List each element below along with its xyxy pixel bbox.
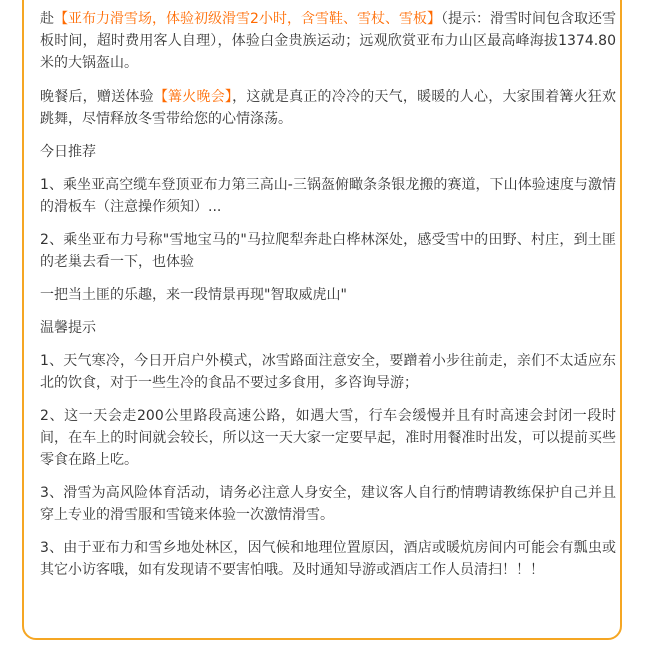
ski-highlight: 【亚布力滑雪场，体验初级滑雪2小时，含雪鞋、雪杖、雪板】	[54, 11, 441, 27]
bonfire-suffix: ，这就是真正的冷冷的天气，暖暖的人心，大家围着篝火狂欢跳舞，尽情释放冬雪带给您的心情涤荡。	[40, 89, 617, 127]
recommend-item: 2、乘坐亚布力号称"雪地宝马的"马拉爬犁奔赴白桦林深处，感受雪中的田野、村庄，到土匪的老巢去看一下，也体验	[40, 232, 616, 270]
bonfire-prefix: 晚餐后，赠送体验	[40, 89, 154, 105]
bonfire-paragraph	[40, 86, 616, 130]
recommend-item: 一把当土匪的乐趣，来一段情景再现"智取威虎山"	[40, 287, 347, 303]
tip-item: 3、滑雪为高风险体育活动，请务必注意人身安全，建议客人自行酌情聘请教练保护自己并且穿上专业的滑雪服和雪镜来体验一次激情滑雪。	[40, 485, 616, 523]
itinerary-content	[40, 8, 616, 592]
bonfire-highlight: 【篝火晚会】	[153, 89, 233, 105]
tip-item: 1、天气寒冷，今日开启户外模式，冰雪路面注意安全，要蹭着小步往前走，亲们不太适应东北的饮食，对于一些生冷的食品不要过多食用，多咨询导游；	[40, 353, 616, 391]
ski-paragraph	[40, 8, 616, 74]
tips-title: 温馨提示	[40, 320, 96, 336]
ski-suffix: （提示：滑雪时间包含取还雪板时间，超时费用客人自理），体验白金贵族运动；远观欣赏亚布力山区最高峰海拔1374.80米的大锅盔山。	[40, 11, 617, 71]
ski-prefix: 赴	[40, 11, 55, 27]
recommend-title: 今日推荐	[40, 144, 96, 160]
tip-item: 3、由于亚布力和雪乡地处林区，因气候和地理位置原因，酒店或暖炕房间内可能会有瓢虫或其它小访客哦，如有发现请不要害怕哦。及时通知导游或酒店工作人员清扫！！！	[40, 540, 616, 578]
tip-item: 2、这一天会走200公里路段高速公路，如遇大雪，行车会缓慢并且有时高速会封闭一段时间，在车上的时间就会较长，所以这一天大家一定要早起，准时用餐准时出发，可以提前买些零食在路上吃。	[40, 408, 616, 468]
recommend-item: 1、乘坐亚高空缆车登顶亚布力第三高山-三锅盔俯瞰条条银龙搬的赛道，下山体验速度与激情的滑板车（注意操作须知）...	[40, 177, 616, 215]
